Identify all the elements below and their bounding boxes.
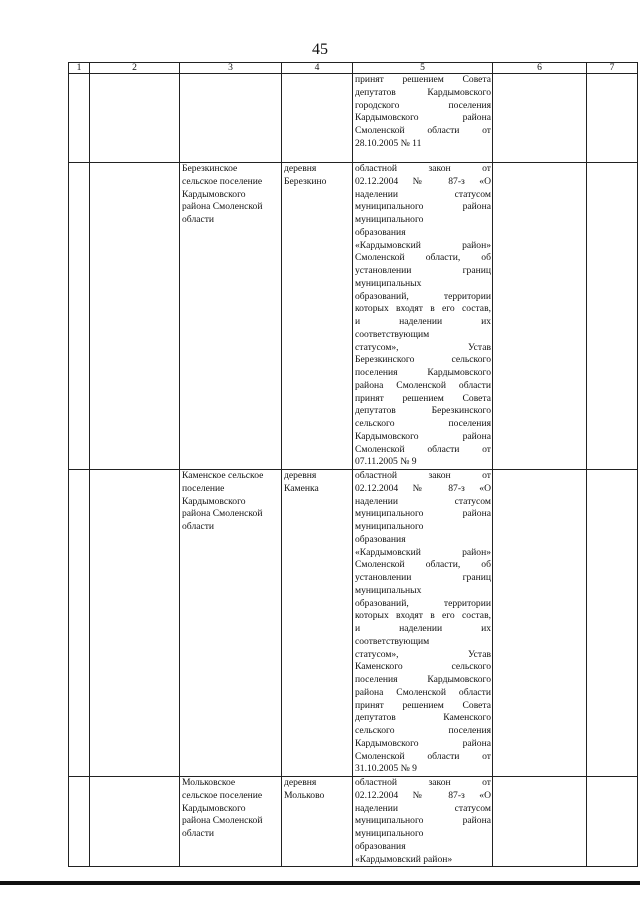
cell-col-1	[69, 74, 90, 163]
document-line: наделении статусом	[355, 802, 491, 814]
document-line: Каменского сельского	[355, 661, 491, 673]
settlement-line: района Смоленской	[182, 508, 263, 520]
document-line: 07.11.2005 № 9	[355, 456, 417, 468]
settlement-line: района Смоленской	[182, 201, 263, 213]
document-line: Смоленской области, об	[355, 252, 491, 264]
cell-settlement	[180, 163, 282, 470]
document-line: принят решением Совета	[355, 699, 491, 711]
header-col-7: 7	[587, 63, 638, 74]
document-line: муниципального района	[355, 815, 491, 827]
cell-col-6	[493, 163, 587, 470]
document-line: муниципального	[355, 828, 424, 839]
document-line: района Смоленской области	[355, 379, 491, 391]
document-line: Кардымовского района	[355, 737, 491, 749]
cell-col-1	[69, 777, 90, 867]
cell-col-1	[69, 470, 90, 777]
document-line: которых входят в его состав,	[355, 303, 491, 315]
document-line: Кардымовского района	[355, 112, 491, 124]
settlement-line: Кардымовского	[182, 188, 246, 200]
document-line: Смоленской области от	[355, 443, 491, 455]
document-line: и наделении их	[355, 316, 491, 327]
document-line: установлении границ	[355, 265, 491, 276]
document-line: муниципального	[355, 521, 424, 532]
cell-settlement	[180, 470, 282, 777]
locality-line: деревня	[284, 470, 317, 481]
document-line: образований, территории	[355, 290, 491, 302]
cell-col-6	[493, 470, 587, 777]
document-line: образования	[355, 226, 406, 238]
cell-col-7	[587, 163, 638, 470]
settlement-line: сельское поселение	[182, 789, 263, 801]
document-line: городского поселения	[355, 99, 491, 111]
document-line: депутатов Каменского	[355, 712, 491, 724]
document-line: «Кардымовский район»	[355, 239, 491, 251]
document-line: соответствующим	[355, 328, 430, 340]
document-line: депутатов Березкинского	[355, 405, 491, 417]
document-line: сельского поселения	[355, 725, 491, 736]
settlement-line: сельское поселение	[182, 175, 263, 187]
document-line: муниципального	[355, 214, 424, 225]
header-col-1: 1	[69, 63, 90, 74]
document-line: областной закон от	[355, 777, 491, 788]
document-line: Березкинского сельского	[355, 354, 491, 366]
settlement-line: Кардымовского	[182, 802, 246, 814]
cell-col-6	[493, 74, 587, 163]
cell-col-7	[587, 470, 638, 777]
document-line: муниципальных	[355, 277, 422, 289]
cell-col-2	[90, 777, 180, 867]
locality-line: деревня	[284, 163, 317, 174]
document-line: района Смоленской области	[355, 686, 491, 698]
cell-locality	[282, 74, 353, 163]
document-line: наделении статусом	[355, 188, 491, 200]
cell-document	[353, 777, 493, 867]
document-line: сельского поселения	[355, 418, 491, 429]
cell-locality	[282, 163, 353, 470]
settlement-line: района Смоленской	[182, 815, 263, 827]
locality-line: Березкино	[284, 175, 327, 187]
document-line: поселения Кардымовского	[355, 367, 491, 378]
document-line: статусом», Устав	[355, 341, 491, 353]
table-row	[69, 74, 638, 163]
cell-document	[353, 163, 493, 470]
document-line: депутатов Кардымовского	[355, 86, 491, 98]
document-line: статусом», Устав	[355, 648, 491, 660]
document-line: муниципального района	[355, 508, 491, 520]
table-row	[69, 777, 638, 867]
header-col-6: 6	[493, 63, 587, 74]
cell-locality	[282, 777, 353, 867]
settlement-line: области	[182, 828, 215, 839]
header-row	[69, 63, 638, 74]
document-line: муниципального района	[355, 201, 491, 213]
document-line: образований, территории	[355, 597, 491, 609]
document-line: Смоленской области от	[355, 750, 491, 762]
cell-document	[353, 470, 493, 777]
header-col-4: 4	[282, 63, 353, 74]
cell-col-6	[493, 777, 587, 867]
document-line: наделении статусом	[355, 495, 491, 507]
document-line: которых входят в его состав,	[355, 610, 491, 622]
document-line: принят решением Совета	[355, 74, 491, 85]
document-line: «Кардымовский район»	[355, 546, 491, 558]
cell-col-7	[587, 74, 638, 163]
document-line: областной закон от	[355, 163, 491, 174]
document-line: принят решением Совета	[355, 392, 491, 404]
document-line: 31.10.2005 № 9	[355, 763, 417, 775]
document-line: «Кардымовский район»	[355, 853, 453, 865]
settlement-line: области	[182, 214, 215, 225]
document-line: 02.12.2004 № 87-з «О	[355, 482, 491, 494]
header-col-5: 5	[353, 63, 493, 74]
document-line: поселения Кардымовского	[355, 674, 491, 685]
document-line: установлении границ	[355, 572, 491, 583]
document-line: муниципальных	[355, 584, 422, 596]
document-line: 28.10.2005 № 11	[355, 137, 422, 149]
document-line: образования	[355, 840, 406, 852]
document-line: 02.12.2004 № 87-з «О	[355, 789, 491, 801]
document-line: областной закон от	[355, 470, 491, 481]
table-row	[69, 163, 638, 470]
header-col-3: 3	[180, 63, 282, 74]
settlement-line: Мольковское	[182, 777, 236, 788]
cell-settlement	[180, 777, 282, 867]
table-row	[69, 470, 638, 777]
document-line: 02.12.2004 № 87-з «О	[355, 175, 491, 187]
settlement-line: области	[182, 521, 215, 532]
document-line: Смоленской области от	[355, 125, 491, 136]
table-body	[69, 74, 638, 867]
settlement-line: Кардымовского	[182, 495, 246, 507]
header-col-2: 2	[90, 63, 180, 74]
document-line: образования	[355, 533, 406, 545]
bottom-rule	[0, 881, 640, 885]
document-line: и наделении их	[355, 623, 491, 634]
municipal-table	[68, 62, 638, 867]
settlement-line: поселение	[182, 482, 225, 494]
cell-col-1	[69, 163, 90, 470]
cell-col-7	[587, 777, 638, 867]
page-number: 45	[312, 41, 328, 58]
cell-document	[353, 74, 493, 163]
document-line: Смоленской области, об	[355, 559, 491, 571]
cell-col-2	[90, 74, 180, 163]
locality-line: Мольково	[284, 789, 325, 801]
cell-col-2	[90, 163, 180, 470]
cell-col-2	[90, 470, 180, 777]
document-line: Кардымовского района	[355, 430, 491, 442]
locality-line: деревня	[284, 777, 317, 788]
settlement-line: Березкинское	[182, 163, 238, 174]
document-line: соответствующим	[355, 635, 430, 647]
cell-locality	[282, 470, 353, 777]
locality-line: Каменка	[284, 482, 319, 494]
settlement-line: Каменское сельское	[182, 470, 264, 481]
cell-settlement	[180, 74, 282, 163]
